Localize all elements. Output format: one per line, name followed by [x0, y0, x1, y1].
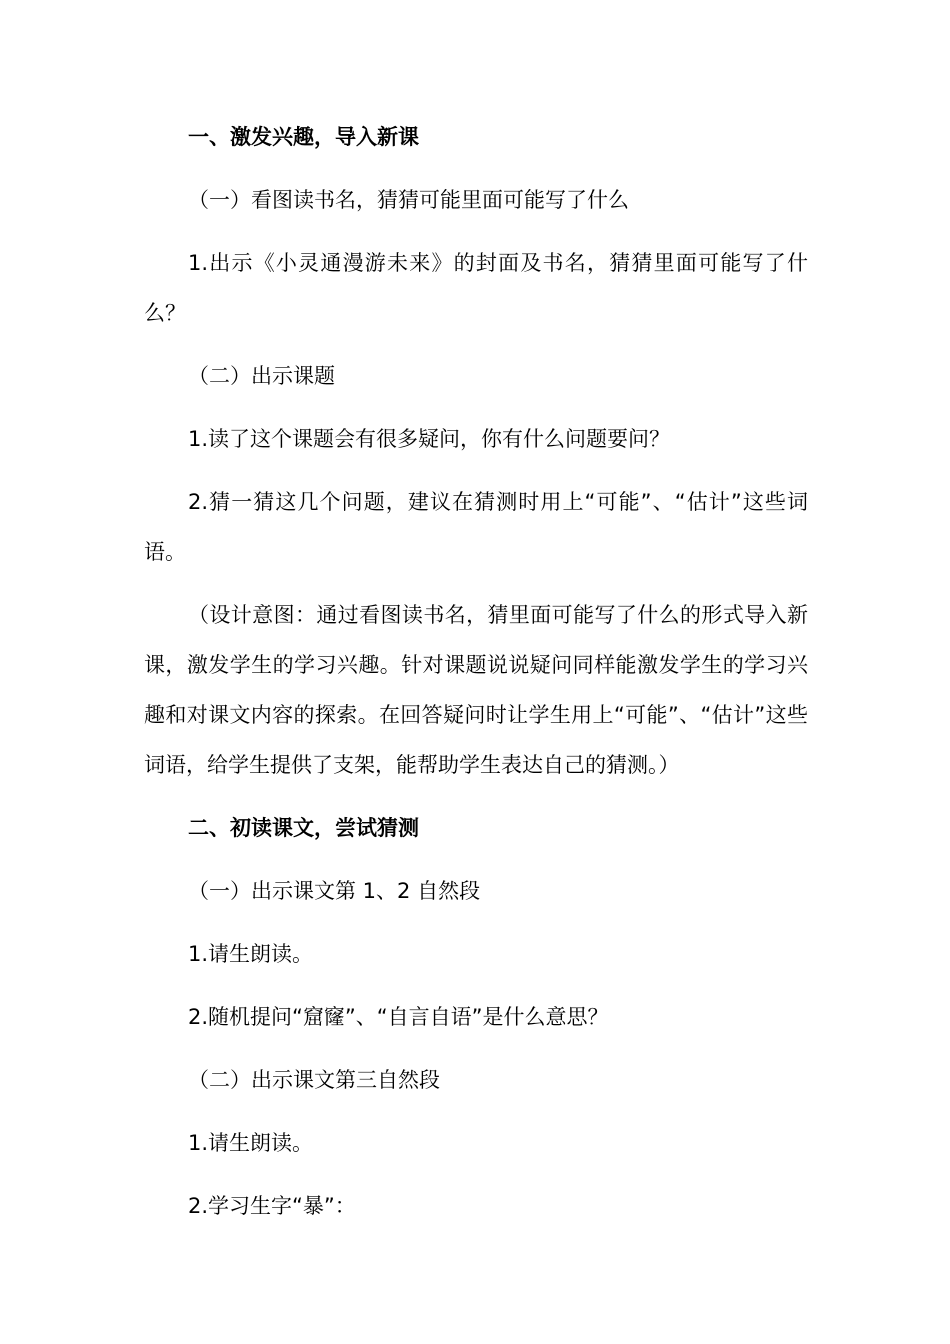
- list-item: 2.学习生字“暴”：: [188, 1194, 356, 1218]
- list-item: 2.猜一猜这几个问题，建议在猜测时用上“可能”、“估计”这些词语。: [144, 490, 808, 564]
- list-item: 1.请生朗读。: [188, 1131, 314, 1155]
- list-item: 1.出示《小灵通漫游未来》的封面及书名，猜猜里面可能写了什么？: [144, 251, 808, 325]
- section-heading-2: 二、初读课文，尝试猜测: [188, 816, 419, 840]
- section-heading-1: 一、激发兴趣，导入新课: [188, 125, 419, 149]
- subsection-heading: （二）出示课文第三自然段: [188, 1068, 440, 1092]
- document-body: [144, 112, 808, 1244]
- design-note-paragraph: （设计意图：通过看图读书名，猜里面可能写了什么的形式导入新课，激发学生的学习兴趣。针对课题说说疑问同样能激发学生的学习兴趣和对课文内容的探索。在回答疑问时让学生用上“可能”、“估计”这些词语，给学生提供了支架，能帮助学生表达自己的猜测。）: [144, 603, 808, 777]
- list-item: 1.读了这个课题会有很多疑问，你有什么问题要问？: [188, 427, 671, 451]
- list-item: 1.请生朗读。: [188, 942, 314, 966]
- subsection-heading: （二）出示课题: [188, 364, 335, 388]
- list-item: 2.随机提问“窟窿”、“自言自语”是什么意思？: [188, 1005, 609, 1029]
- subsection-heading: （一）看图读书名，猜猜可能里面可能写了什么: [188, 188, 629, 212]
- subsection-heading: （一）出示课文第 1、2 自然段: [188, 879, 481, 903]
